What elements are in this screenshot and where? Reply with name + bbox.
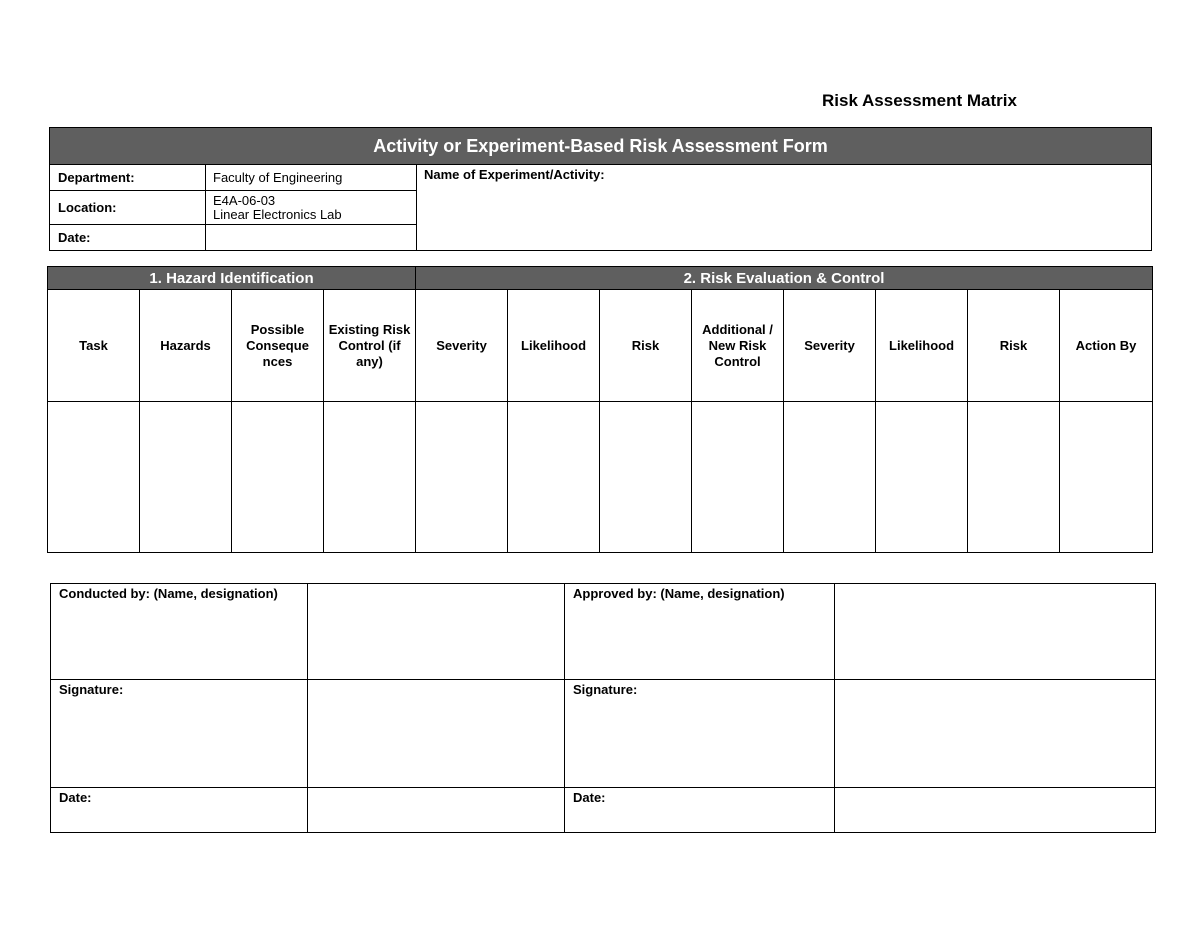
approved-signature-field[interactable] xyxy=(835,680,1156,788)
cell-possible-consequences[interactable] xyxy=(232,402,324,553)
col-action-by: Action By xyxy=(1060,290,1153,402)
cell-hazards[interactable] xyxy=(140,402,232,553)
col-risk: Risk xyxy=(600,290,692,402)
cell-residual-risk[interactable] xyxy=(968,402,1060,553)
location-value[interactable] xyxy=(206,191,417,225)
col-hazards: Hazards xyxy=(140,290,232,402)
date-value[interactable] xyxy=(206,225,417,251)
col-additional-risk-control: Additional / New Risk Control xyxy=(692,290,784,402)
conducted-date-field[interactable] xyxy=(308,788,565,833)
conducted-date-label: Date: xyxy=(51,788,308,833)
department-label: Department: xyxy=(50,165,206,191)
cell-task[interactable] xyxy=(48,402,140,553)
conducted-signature-field[interactable] xyxy=(308,680,565,788)
cell-additional-risk-control[interactable] xyxy=(692,402,784,553)
form-info-table xyxy=(49,127,1152,251)
approved-by-field[interactable] xyxy=(835,584,1156,680)
date-label: Date: xyxy=(50,225,206,251)
col-severity: Severity xyxy=(416,290,508,402)
cell-existing-risk-control[interactable] xyxy=(324,402,416,553)
approved-date-label: Date: xyxy=(565,788,835,833)
col-task: Task xyxy=(48,290,140,402)
department-value[interactable]: Faculty of Engineering xyxy=(206,165,417,191)
table-row xyxy=(48,402,1153,553)
col-residual-likelihood: Likelihood xyxy=(876,290,968,402)
col-existing-risk-control: Existing Risk Control (if any) xyxy=(324,290,416,402)
cell-residual-likelihood[interactable] xyxy=(876,402,968,553)
cell-action-by[interactable] xyxy=(1060,402,1153,553)
form-banner: Activity or Experiment-Based Risk Assessment Form xyxy=(50,128,1152,165)
approved-date-field[interactable] xyxy=(835,788,1156,833)
cell-residual-severity[interactable] xyxy=(784,402,876,553)
conducted-signature-label: Signature: xyxy=(51,680,308,788)
location-room: E4A-06-03 xyxy=(213,192,276,208)
col-likelihood: Likelihood xyxy=(508,290,600,402)
approved-signature-label: Signature: xyxy=(565,680,835,788)
cell-severity[interactable] xyxy=(416,402,508,553)
cell-risk[interactable] xyxy=(600,402,692,553)
conducted-by-field[interactable] xyxy=(308,584,565,680)
location-label: Location: xyxy=(50,191,206,225)
col-residual-severity: Severity xyxy=(784,290,876,402)
col-residual-risk: Risk xyxy=(968,290,1060,402)
section-hazard-identification: 1. Hazard Identification xyxy=(48,267,416,290)
location-lab: Linear Electronics Lab xyxy=(213,206,342,222)
document-title: Risk Assessment Matrix xyxy=(822,91,1017,110)
hazard-table xyxy=(47,266,1153,553)
experiment-name-label: Name of Experiment/Activity: xyxy=(424,167,605,182)
conducted-by-label: Conducted by: (Name, designation) xyxy=(51,584,308,680)
section-risk-evaluation: 2. Risk Evaluation & Control xyxy=(416,267,1153,290)
approved-by-label: Approved by: (Name, designation) xyxy=(565,584,835,680)
experiment-name-field[interactable] xyxy=(417,165,1152,251)
signoff-table xyxy=(50,583,1156,833)
cell-likelihood[interactable] xyxy=(508,402,600,553)
col-possible-consequences: Possible Conseque nces xyxy=(232,290,324,402)
